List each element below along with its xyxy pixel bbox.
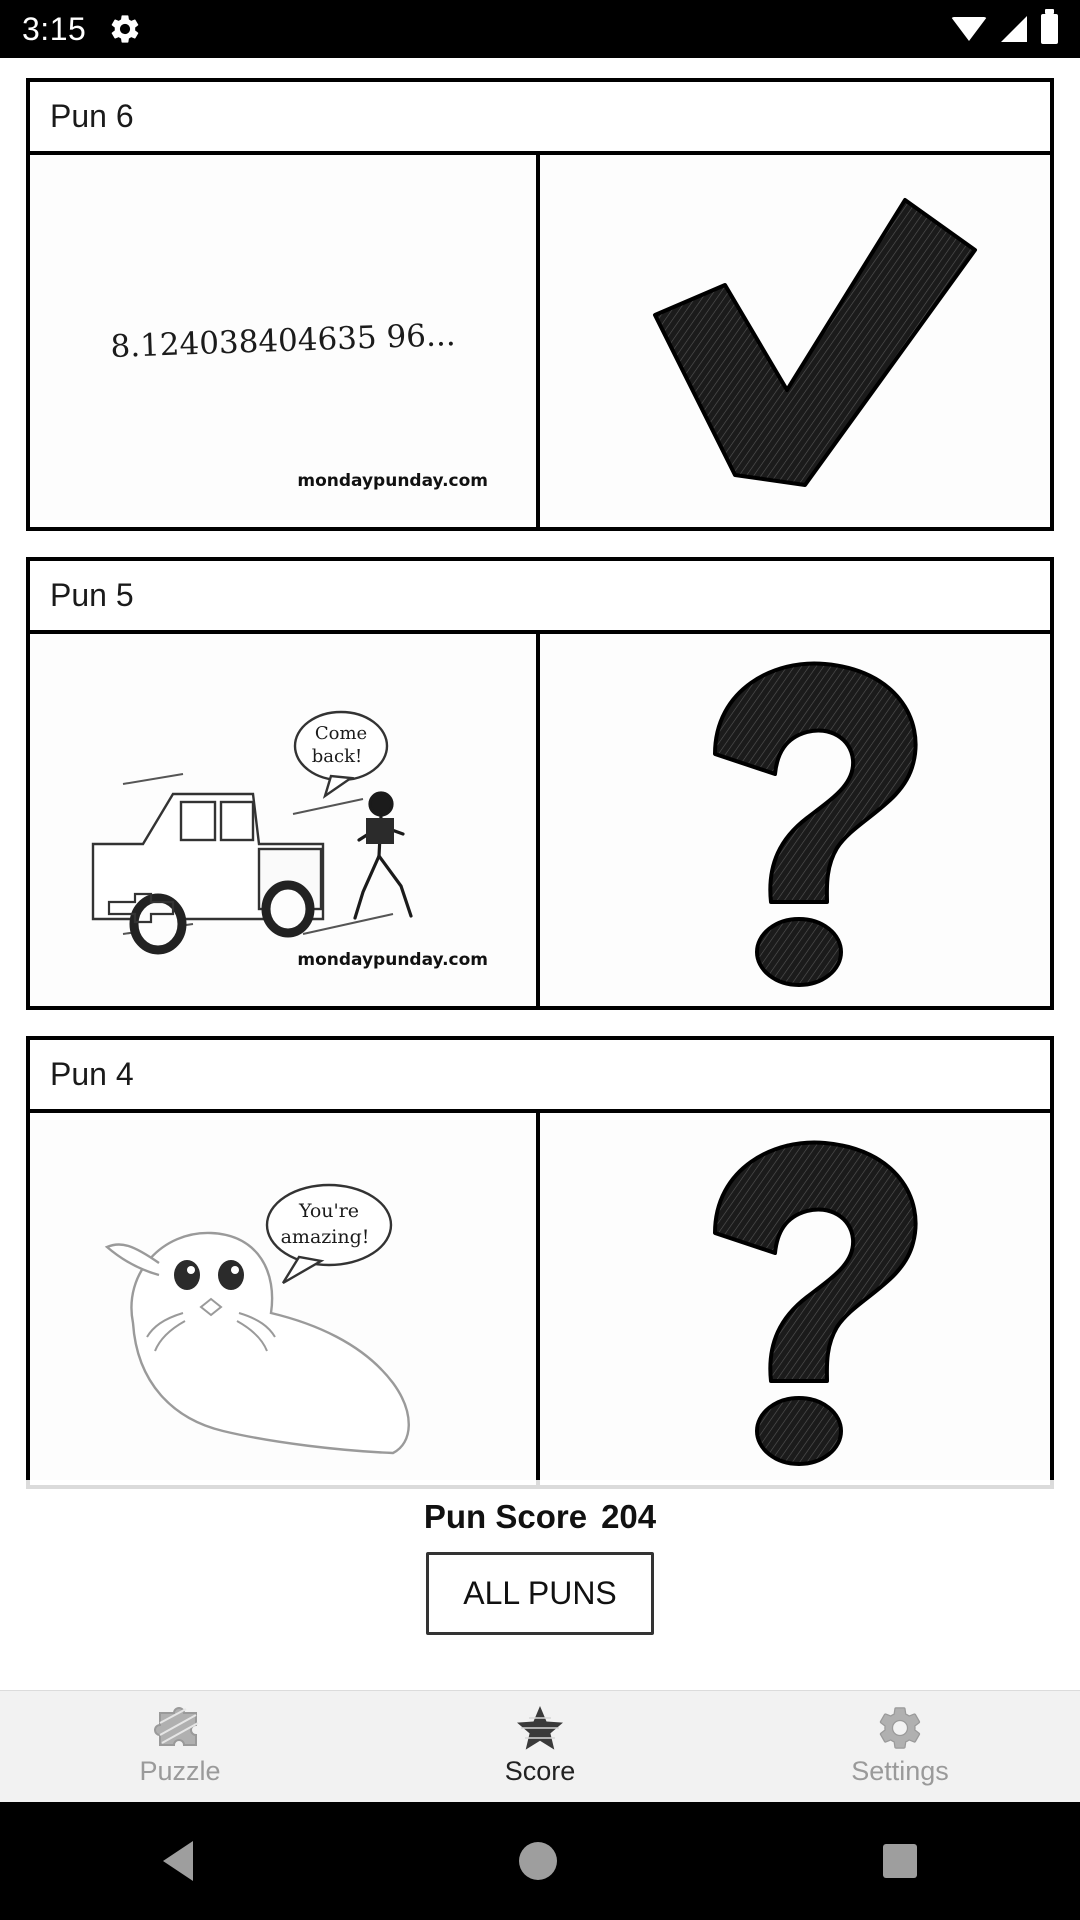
svg-text:amazing!: amazing! bbox=[280, 1226, 370, 1248]
puzzle-icon bbox=[154, 1706, 206, 1750]
gear-icon bbox=[875, 1706, 925, 1750]
list-item[interactable] bbox=[26, 1036, 1054, 1489]
list-item[interactable] bbox=[26, 78, 1054, 531]
pun-clue-cell bbox=[30, 155, 540, 527]
pun-score-label: Pun Score bbox=[423, 1498, 588, 1535]
checkmark-icon bbox=[540, 155, 1050, 527]
pun-list[interactable] bbox=[0, 58, 1080, 1690]
status-bar bbox=[0, 0, 1080, 58]
nav-label-score: Score bbox=[504, 1756, 576, 1786]
pun-answer-cell bbox=[540, 1113, 1050, 1485]
android-system-bar bbox=[0, 1802, 1080, 1920]
svg-text:You're: You're bbox=[298, 1200, 360, 1222]
pun-clue-digits: 8.124038404635 96... bbox=[109, 316, 457, 366]
all-puns-button[interactable]: ALL PUNS bbox=[426, 1552, 654, 1635]
signal-icon bbox=[1001, 16, 1027, 42]
pun-clue-cell bbox=[30, 1113, 540, 1485]
pun-body bbox=[30, 155, 1050, 527]
svg-text:Come: Come bbox=[314, 723, 368, 744]
wifi-icon bbox=[951, 17, 987, 41]
recents-button[interactable] bbox=[883, 1844, 917, 1878]
pun-title: Pun 6 bbox=[30, 82, 1050, 155]
nav-item-puzzle[interactable] bbox=[0, 1706, 360, 1787]
back-button[interactable] bbox=[163, 1841, 193, 1881]
question-mark-icon bbox=[540, 1113, 1050, 1485]
list-item[interactable] bbox=[26, 557, 1054, 1010]
star-icon bbox=[515, 1706, 565, 1750]
pun-clue-cell bbox=[30, 634, 540, 1006]
nav-label-puzzle: Puzzle bbox=[139, 1756, 221, 1786]
watermark: mondaypunday.com bbox=[297, 471, 488, 491]
battery-icon bbox=[1041, 14, 1058, 44]
nav-item-settings[interactable] bbox=[720, 1706, 1080, 1787]
seal-sketch-icon bbox=[30, 1113, 536, 1485]
pun-score bbox=[424, 1498, 656, 1536]
pun-title: Pun 4 bbox=[30, 1040, 1050, 1113]
gear-icon bbox=[108, 12, 142, 46]
status-icons bbox=[951, 14, 1058, 44]
watermark: mondaypunday.com bbox=[297, 950, 488, 970]
question-mark-icon bbox=[540, 634, 1050, 1006]
pun-body bbox=[30, 1113, 1050, 1485]
pun-answer-cell bbox=[540, 155, 1050, 527]
pun-body bbox=[30, 634, 1050, 1006]
nav-item-score[interactable] bbox=[360, 1706, 720, 1787]
svg-text:back!: back! bbox=[311, 746, 363, 767]
score-overlay bbox=[0, 1480, 1080, 1690]
status-time: 3:15 bbox=[22, 10, 87, 47]
pun-answer-cell bbox=[540, 634, 1050, 1006]
pun-score-value: 204 bbox=[601, 1498, 657, 1535]
pun-title: Pun 5 bbox=[30, 561, 1050, 634]
nav-label-settings: Settings bbox=[851, 1756, 949, 1786]
bottom-navigation bbox=[0, 1690, 1080, 1802]
home-button[interactable] bbox=[519, 1842, 557, 1880]
